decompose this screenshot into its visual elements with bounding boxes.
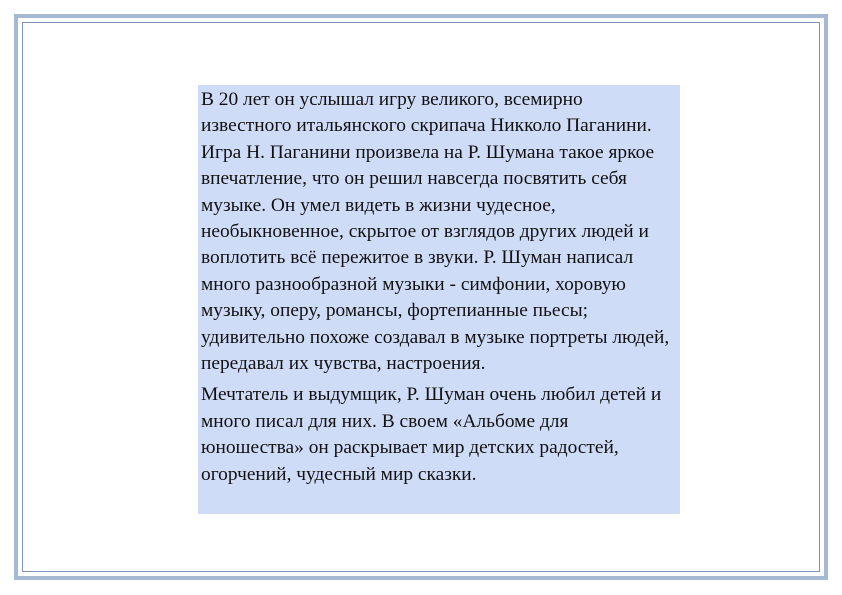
paragraph-2: Мечтатель и выдумщик, Р. Шуман очень любил детей и много писал для них. В своем «Альбоме для юношества» он раскрывает мир детских радостей, огорчений, чудесный мир сказки.: [201, 384, 662, 485]
text-block: [198, 85, 680, 514]
paragraph-1: В 20 лет он услышал игру великого, всемирно известного итальянского скрипача Никколо Паганини. Игра Н. Паганини произвела на Р. Шумана такое яркое впечатление, что он решил навсегда посвятить себя музыке. Он умел видеть в жизни чудесное, необыкновенное, скрытое от взглядов других людей и воплотить всё пережитое в звуки. Р. Шуман написал много разнообразной музыки - симфонии, хоровую музыку, оперу, романсы, фортепианные пьесы; удивительно похоже создавал в музыке портреты людей, передавал их чувства, настроения.: [201, 89, 670, 375]
